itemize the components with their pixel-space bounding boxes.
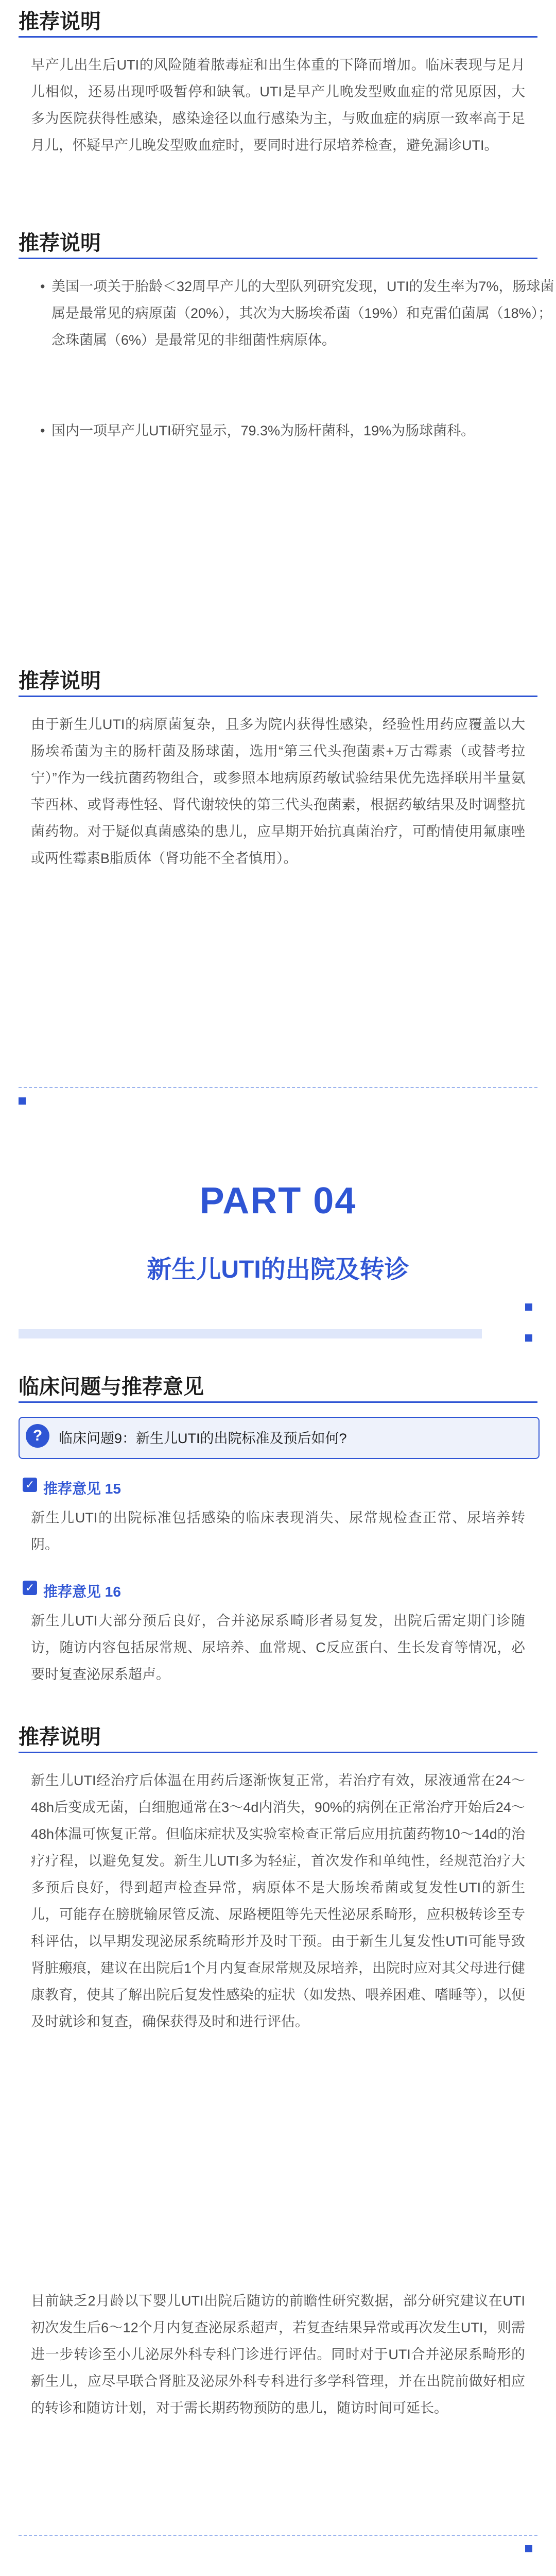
bullet-list (31, 273, 554, 562)
body-paragraph: 新生儿UTI经治疗后体温在用药后逐渐恢复正常，若治疗有效，尿液通常在24～48h后变成无菌，白细胞通常在3～4d内消失，90%的病例在正常治疗开始后24～48h体温可恢复正常。但临床症状及实验室检查正常后应用抗菌药物10～14d的治疗疗程，以避免复发。新生儿UTI多为轻症，首次发作和单纯性，经规范治疗大多预后良好，得到超声检查异常，病原体不是大肠埃希菌或复发性UTI的新生儿，可能存在膀胱输尿管反流、尿路梗阻等先天性泌尿系畸形，应积极转诊至专科评估，以早期发现泌尿系统畸形并及时干预。由于新生儿复发性UTI可能导致肾脏瘢痕，建议在出院后1个月内复查尿常规及尿培养，出院时应对其父母进行健康教育，使其了解出院后复发性感染的症状（如发热、喂养困难、嗜睡等），以便及时就诊和复查，确保获得及时和进行评估。 (31, 1773, 526, 2029)
recommendation-label: 推荐意见 16 (43, 1584, 121, 1600)
section-heading: 推荐说明 (19, 1726, 101, 1749)
heading-rule (19, 696, 537, 697)
question-icon: ? (26, 1424, 49, 1448)
bullet-item: • 美国一项关于胎龄＜32周早产儿的大型队列研究发现，UTI的发生率为7%，肠球菌属是最常见的病原菌（20%），其次为大肠埃希菌（19%）和克雷伯菌属（18%）；念珠菌属（6%）是最常见的非细菌性病原体。 (51, 273, 556, 353)
bullet-item: • 国内一项早产儿UTI研究显示，79.3%为肠杆菌科，19%为肠球菌科。 (51, 417, 556, 444)
body-paragraph: 目前缺乏2月龄以下婴儿UTI出院后随访的前瞻性研究数据，部分研究建议在UTI初次发生后6～12个月内复查泌尿系超声，若复查结果异常或再次发生UTI，则需进一步转诊至小儿泌尿外科专科门诊进行评估。同时对于UTI合并泌尿系畸形的新生儿，应尽早联合肾脏及泌尿外科专科进行多学科管理，并在出院前做好相应的转诊和随访计划，对于需长期药物预防的患儿，随访时间可延长。 (31, 2293, 525, 2416)
corner-mark (525, 1303, 532, 1311)
dashed-divider (19, 1087, 537, 1088)
decor-bar (19, 1329, 482, 1338)
recommendation-label: 推荐意见 15 (43, 1481, 121, 1497)
check-icon: ✓ (23, 1478, 37, 1492)
part-label: PART 04 (199, 1180, 357, 1222)
recommendation-tag (19, 1577, 152, 1600)
question-box (19, 1417, 540, 1459)
section-heading: 推荐说明 (19, 670, 101, 692)
body-paragraph: 由于新生儿UTI的病原菌复杂，且多为院内获得性感染，经验性用药应覆盖以大肠埃希菌为主的肠杆菌及肠球菌，选用“第三代头孢菌素+万古霉素（或替考拉宁）”作为一线抗菌药物组合，或参照本地病原药敏试验结果优先选择联用半量氨苄西林、或肾毒性轻、肾代谢较快的第三代头孢菌素，根据药敏结果及时调整抗菌药物。对于疑似真菌感染的患儿，应早期开始抗真菌治疗，可酌情使用氟康唑或两性霉素B脂质体（肾功能不全者慎用）。 (31, 717, 525, 866)
heading-rule (19, 1401, 537, 1403)
heading-rule (19, 36, 537, 38)
heading-rule (19, 258, 537, 259)
question-text: 临床问题9：新生儿UTI的出院标准及预后如何? (59, 1431, 347, 1446)
corner-mark (525, 2545, 532, 2552)
section-heading: 临床问题与推荐意见 (19, 1376, 204, 1398)
corner-mark (525, 1334, 532, 1342)
section-heading: 推荐说明 (19, 10, 101, 33)
recommendation-tag (19, 1473, 152, 1497)
part-subtitle: 新生儿UTI的出院及转诊 (147, 1256, 409, 1283)
heading-rule (19, 1752, 537, 1753)
check-icon: ✓ (23, 1581, 37, 1595)
recommendation-text: 新生儿UTI的出院标准包括感染的临床表现消失、尿常规检查正常、尿培养转阴。 (31, 1510, 525, 1552)
recommendation-text: 新生儿UTI大部分预后良好，合并泌尿系畸形者易复发，出院后需定期门诊随访，随访内容包括尿常规、尿培养、血常规、C反应蛋白、生长发育等情况，必要时复查泌尿系超声。 (31, 1613, 525, 1682)
dashed-divider (19, 2535, 537, 2536)
section-heading: 推荐说明 (19, 232, 101, 255)
corner-mark (19, 1097, 26, 1105)
body-paragraph: 早产儿出生后UTI的风险随着脓毒症和出生体重的下降而增加。临床表现与足月儿相似，还易出现呼吸暂停和缺氧。UTI是早产儿晚发型败血症的常见原因，大多为医院获得性感染，感染途径以血行感染为主，与败血症的病原一致率高于足月儿，怀疑早产儿晚发型败血症时，要同时进行尿培养检查，避免漏诊UTI。 (31, 57, 525, 153)
